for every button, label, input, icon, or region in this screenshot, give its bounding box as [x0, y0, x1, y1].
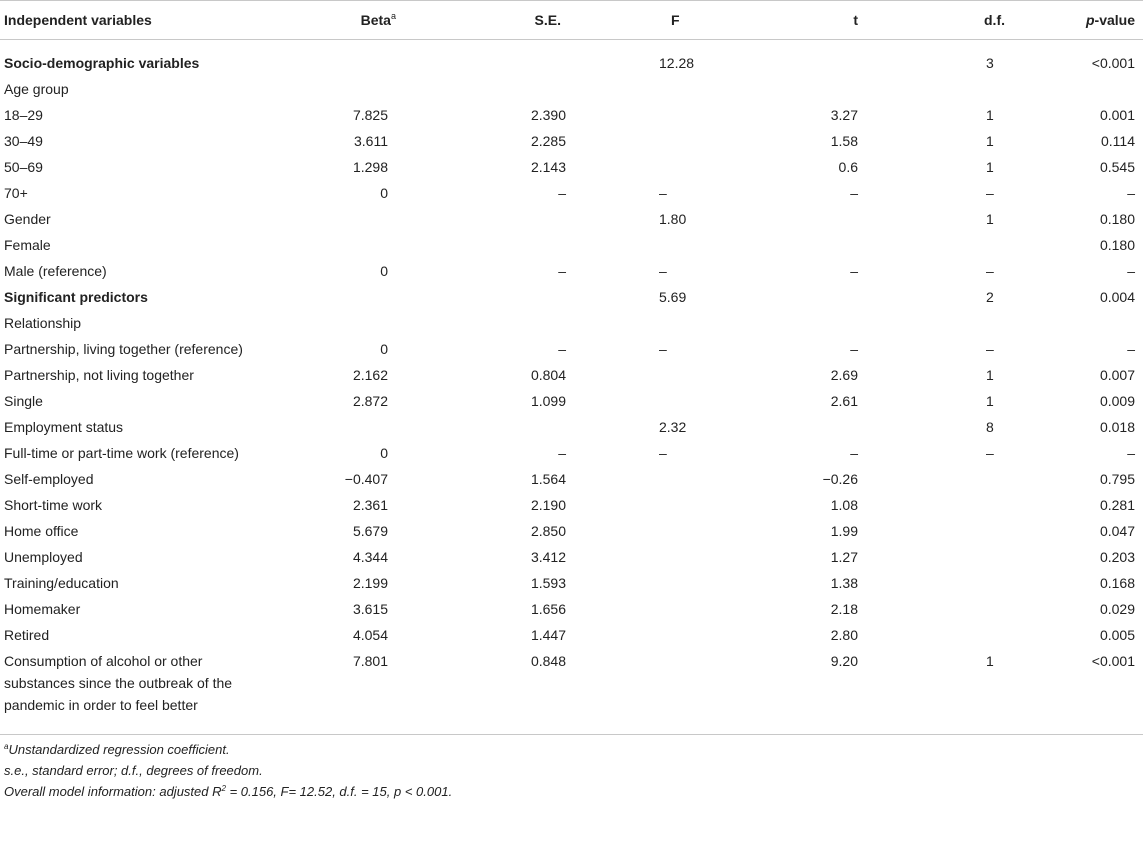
cell-df: –	[986, 341, 994, 357]
cell-t	[776, 232, 858, 258]
cell-f	[575, 310, 776, 336]
cell-df	[858, 570, 1061, 596]
table-row	[0, 206, 1143, 232]
cell-p: 0.018	[1099, 419, 1135, 435]
header-label: d.f.	[984, 12, 1005, 28]
cell-beta: 0	[380, 263, 388, 279]
cell-f	[575, 596, 776, 622]
row-label: Consumption of alcohol or other substances since the outbreak of the pandemic in order to feel better	[0, 648, 258, 735]
cell-se: 1.564	[530, 471, 566, 487]
cell-t	[776, 284, 858, 310]
cell-f	[575, 154, 776, 180]
cell-df: 1	[858, 648, 1061, 735]
cell-df: 8	[986, 419, 994, 435]
cell-df: 2	[986, 289, 994, 305]
cell-t: 1.27	[830, 549, 858, 565]
cell-df: –	[986, 263, 994, 279]
table-row	[0, 284, 1143, 310]
row-label: Homemaker	[4, 601, 81, 617]
cell-p: 0.047	[1099, 523, 1135, 539]
cell-beta	[258, 40, 510, 77]
row-label: Partnership, living together (reference)	[4, 341, 243, 357]
cell-se	[510, 76, 575, 102]
cell-df: 1	[986, 159, 994, 175]
cell-df	[858, 622, 1061, 648]
row-label: Significant predictors	[4, 289, 148, 305]
cell-f	[575, 466, 776, 492]
cell-se: 3.412	[530, 549, 566, 565]
header-p-value	[1061, 1, 1143, 40]
row-label: Relationship	[4, 315, 82, 331]
header-label: S.E.	[534, 12, 561, 28]
cell-beta: 7.825	[352, 107, 388, 123]
cell-df: 1	[986, 107, 994, 123]
table-row	[0, 76, 1143, 102]
cell-t: 1.58	[830, 133, 858, 149]
table-header-row	[0, 1, 1143, 40]
cell-beta	[258, 232, 510, 258]
row-label: Female	[4, 237, 51, 253]
cell-df	[858, 466, 1061, 492]
header-f	[575, 1, 776, 40]
table-row	[0, 154, 1143, 180]
cell-f: 12.28	[659, 55, 695, 71]
cell-f	[575, 622, 776, 648]
cell-f: 5.69	[659, 289, 687, 305]
header-t	[776, 1, 858, 40]
header-independent-variables	[0, 1, 258, 40]
cell-se: 1.593	[530, 575, 566, 591]
row-label: 50–69	[4, 159, 43, 175]
table-row	[0, 596, 1143, 622]
row-label: Employment status	[4, 419, 124, 435]
cell-df	[858, 596, 1061, 622]
cell-f	[575, 362, 776, 388]
cell-se: –	[558, 185, 566, 201]
cell-se: –	[558, 263, 566, 279]
cell-df	[858, 76, 1061, 102]
header-label: F	[671, 12, 680, 28]
row-label: Self-employed	[4, 471, 94, 487]
row-label: Single	[4, 393, 43, 409]
cell-t: −0.26	[822, 471, 858, 487]
cell-f	[575, 648, 776, 735]
cell-beta: 5.679	[352, 523, 388, 539]
cell-p: –	[1127, 185, 1135, 201]
table-row	[0, 388, 1143, 414]
cell-se	[510, 284, 575, 310]
cell-t: 9.20	[776, 648, 858, 735]
cell-se: 1.099	[530, 393, 566, 409]
footnote-model-info	[4, 781, 1143, 802]
cell-se	[510, 310, 575, 336]
cell-beta: 7.801	[258, 648, 510, 735]
cell-p: –	[1127, 263, 1135, 279]
cell-df: 1	[986, 393, 994, 409]
cell-f	[575, 76, 776, 102]
cell-se	[510, 40, 575, 77]
cell-beta: 3.611	[354, 133, 388, 149]
header-beta	[258, 1, 510, 40]
cell-beta: −0.407	[344, 471, 388, 487]
cell-p: 0.795	[1099, 471, 1135, 487]
cell-p: 0.545	[1099, 159, 1135, 175]
cell-se: 1.447	[530, 627, 566, 643]
cell-df: 1	[986, 211, 994, 227]
row-label: Home office	[4, 523, 79, 539]
cell-beta	[258, 310, 510, 336]
cell-t: –	[850, 341, 858, 357]
cell-f	[575, 128, 776, 154]
cell-f: 1.80	[659, 211, 687, 227]
cell-t: 1.08	[830, 497, 858, 513]
cell-t: 2.61	[830, 393, 858, 409]
cell-p: 0.007	[1099, 367, 1135, 383]
table-row	[0, 128, 1143, 154]
cell-t	[776, 76, 858, 102]
cell-t: –	[850, 185, 858, 201]
cell-se: 2.190	[530, 497, 566, 513]
cell-se: 2.390	[530, 107, 566, 123]
cell-beta: 2.162	[352, 367, 388, 383]
table-footnotes	[0, 735, 1143, 802]
row-label: Partnership, not living together	[4, 367, 194, 383]
row-label: 30–49	[4, 133, 43, 149]
row-label: Male (reference)	[4, 263, 107, 279]
cell-beta: 0	[380, 185, 388, 201]
cell-beta	[258, 76, 510, 102]
cell-t: –	[850, 445, 858, 461]
cell-p	[1061, 310, 1143, 336]
header-label-italic: p	[1085, 12, 1095, 28]
cell-se: 2.850	[530, 523, 566, 539]
cell-p: <0.001	[1091, 55, 1135, 71]
cell-df: 1	[986, 133, 994, 149]
cell-t: 0.6	[838, 159, 858, 175]
cell-beta: 2.199	[352, 575, 388, 591]
table-row	[0, 414, 1143, 440]
row-label: Retired	[4, 627, 50, 643]
cell-df: –	[986, 185, 994, 201]
cell-p: <0.001	[1061, 648, 1143, 735]
cell-p: 0.001	[1099, 107, 1135, 123]
cell-beta: 1.298	[352, 159, 388, 175]
table-row	[0, 40, 1143, 77]
cell-beta: 0	[380, 445, 388, 461]
cell-p	[1061, 76, 1143, 102]
cell-t: 2.80	[830, 627, 858, 643]
table-row	[0, 492, 1143, 518]
cell-p: –	[1127, 445, 1135, 461]
cell-t: 1.38	[830, 575, 858, 591]
cell-f	[575, 544, 776, 570]
cell-t	[776, 310, 858, 336]
table-row	[0, 570, 1143, 596]
cell-df	[858, 310, 1061, 336]
footnote-text: s.e., standard error; d.f., degrees of freedom.	[4, 763, 263, 778]
row-label: Short-time work	[4, 497, 103, 513]
table-row	[0, 622, 1143, 648]
cell-t: 3.27	[830, 107, 858, 123]
cell-f	[575, 570, 776, 596]
cell-beta: 4.054	[352, 627, 388, 643]
cell-beta	[258, 414, 510, 440]
cell-p: 0.180	[1099, 237, 1135, 253]
row-label: Gender	[4, 211, 51, 227]
cell-t	[776, 206, 858, 232]
cell-p: 0.281	[1099, 497, 1135, 513]
cell-df	[858, 232, 1061, 258]
row-label: Full-time or part-time work (reference)	[4, 445, 239, 461]
cell-beta	[258, 206, 510, 232]
cell-f: 2.32	[659, 419, 687, 435]
cell-t	[776, 414, 858, 440]
cell-beta: 4.344	[352, 549, 388, 565]
cell-p: 0.009	[1099, 393, 1135, 409]
cell-t: –	[850, 263, 858, 279]
cell-p: 0.203	[1099, 549, 1135, 565]
cell-se: 0.804	[530, 367, 566, 383]
table-row	[0, 258, 1143, 284]
cell-p: 0.029	[1099, 601, 1135, 617]
header-label: Independent variables	[4, 12, 152, 28]
cell-p: 0.180	[1099, 211, 1135, 227]
footnote-text: Overall model information: adjusted R	[4, 784, 222, 799]
cell-se: 2.143	[530, 159, 566, 175]
table-row	[0, 544, 1143, 570]
footnote-text: Unstandardized regression coefficient.	[8, 742, 230, 757]
cell-df: 1	[986, 367, 994, 383]
row-label: Age group	[4, 81, 69, 97]
cell-se	[510, 414, 575, 440]
cell-df	[858, 518, 1061, 544]
cell-beta: 2.361	[352, 497, 388, 513]
table-row	[0, 310, 1143, 336]
row-label: Training/education	[4, 575, 119, 591]
cell-f: –	[659, 185, 667, 201]
cell-t: 1.99	[830, 523, 858, 539]
cell-f: –	[659, 263, 667, 279]
cell-se: 0.848	[510, 648, 575, 735]
table-row	[0, 518, 1143, 544]
header-se	[510, 1, 575, 40]
row-label: Unemployed	[4, 549, 83, 565]
cell-f	[575, 388, 776, 414]
cell-beta: 3.615	[352, 601, 388, 617]
cell-p: 0.168	[1099, 575, 1135, 591]
cell-df: –	[986, 445, 994, 461]
footnote-a	[4, 739, 1143, 760]
cell-df: 3	[986, 55, 994, 71]
table-row	[0, 180, 1143, 206]
footnote-text: = 0.156, F= 12.52, d.f. = 15, p < 0.001.	[225, 784, 453, 799]
cell-t: 2.18	[830, 601, 858, 617]
footnote-abbreviations	[4, 760, 1143, 781]
cell-f	[575, 102, 776, 128]
row-label: Socio-demographic variables	[4, 55, 200, 71]
table-row	[0, 466, 1143, 492]
cell-beta: 2.872	[352, 393, 388, 409]
cell-p: –	[1127, 341, 1135, 357]
cell-t: 2.69	[830, 367, 858, 383]
header-label: t	[853, 12, 858, 28]
cell-se: 1.656	[530, 601, 566, 617]
table-row	[0, 336, 1143, 362]
cell-se	[510, 232, 575, 258]
cell-se: 2.285	[530, 133, 566, 149]
cell-se	[510, 206, 575, 232]
header-df	[858, 1, 1061, 40]
table-row	[0, 440, 1143, 466]
cell-f: –	[659, 341, 667, 357]
footnote-superscript: 2	[221, 784, 226, 793]
table-row	[0, 232, 1143, 258]
cell-f	[575, 492, 776, 518]
cell-beta: 0	[380, 341, 388, 357]
row-label: 18–29	[4, 107, 43, 123]
cell-p: 0.005	[1099, 627, 1135, 643]
cell-se: –	[558, 341, 566, 357]
cell-df	[858, 492, 1061, 518]
cell-p: 0.114	[1101, 133, 1135, 149]
cell-t	[776, 40, 858, 77]
cell-f	[575, 232, 776, 258]
cell-p: 0.004	[1099, 289, 1135, 305]
table-row	[0, 362, 1143, 388]
cell-f: –	[659, 445, 667, 461]
cell-df	[858, 544, 1061, 570]
table-row	[0, 648, 1143, 735]
cell-f	[575, 518, 776, 544]
cell-beta	[258, 284, 510, 310]
header-label: -value	[1094, 12, 1135, 28]
footnote-marker: a	[4, 742, 9, 751]
cell-se: –	[558, 445, 566, 461]
row-label: 70+	[4, 185, 28, 201]
table-row	[0, 102, 1143, 128]
header-label: Beta	[360, 12, 391, 28]
header-superscript: a	[390, 11, 396, 21]
